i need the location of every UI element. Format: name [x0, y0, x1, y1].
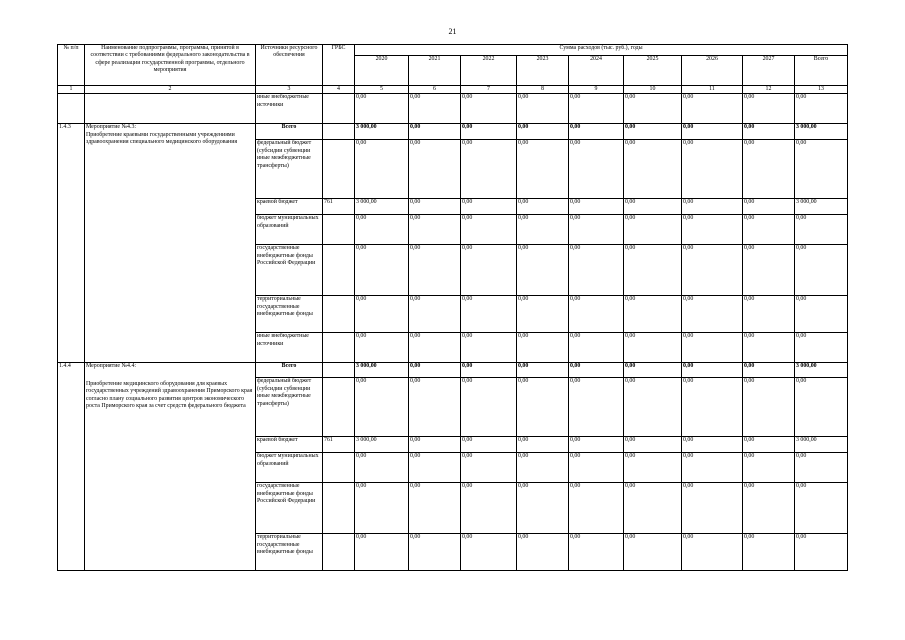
- row-source: краевой бюджет: [256, 199, 323, 215]
- value-cell: 0,00: [682, 453, 743, 483]
- table-body: [58, 45, 848, 571]
- row-source: краевой бюджет: [256, 437, 323, 453]
- header-source: Источники ресурсного обеспечения: [256, 45, 323, 86]
- value-cell: 0,00: [461, 453, 517, 483]
- header-sum: Сумма расходов (тыс. руб.), годы: [355, 45, 848, 56]
- value-cell: 0,00: [355, 483, 409, 534]
- total-value: 0,00: [517, 363, 569, 378]
- value-cell: 0,00: [743, 453, 795, 483]
- column-number: 13: [795, 86, 848, 94]
- activity-number: 1.4.3: [58, 124, 85, 363]
- page-number: 21: [448, 27, 457, 36]
- value-cell: 0,00: [517, 483, 569, 534]
- value-cell: 0,00: [355, 296, 409, 333]
- value-cell: 0,00: [355, 94, 409, 124]
- value-cell: 0,00: [569, 245, 624, 296]
- value-cell: 0,00: [624, 94, 682, 124]
- activity-name: [85, 363, 256, 571]
- value-cell: 0,00: [743, 437, 795, 453]
- budget-table: [57, 44, 848, 571]
- value-cell: 0,00: [409, 333, 461, 363]
- value-cell: 0,00: [409, 453, 461, 483]
- value-cell: 0,00: [743, 333, 795, 363]
- total-value: 3 000,00: [355, 363, 409, 378]
- value-cell: 0,00: [461, 333, 517, 363]
- value-cell: 0,00: [682, 296, 743, 333]
- value-cell: 0,00: [409, 378, 461, 437]
- row-source: бюджет муниципальных образований: [256, 453, 323, 483]
- value-cell: 0,00: [743, 215, 795, 245]
- value-cell: 0,00: [795, 453, 848, 483]
- row-grbs: [323, 453, 355, 483]
- value-cell: 0,00: [682, 378, 743, 437]
- row-grbs: [323, 94, 355, 124]
- header-name: Наименование подпрограммы, программы, принятой в соответствии с требованиями федерального законодательства в сфере реализации государственной программы, отдельного мероприятия: [85, 45, 256, 86]
- total-label: Всего: [256, 363, 323, 378]
- value-cell: 0,00: [569, 333, 624, 363]
- total-value: 0,00: [409, 363, 461, 378]
- value-cell: 0,00: [461, 534, 517, 571]
- value-cell: 0,00: [517, 215, 569, 245]
- row-grbs: 761: [323, 199, 355, 215]
- value-cell: 0,00: [682, 437, 743, 453]
- value-cell: 0,00: [461, 245, 517, 296]
- total-row: [58, 124, 848, 140]
- row-source: иные внебюджетные источники: [256, 94, 323, 124]
- value-cell: 0,00: [743, 296, 795, 333]
- column-number: 7: [461, 86, 517, 94]
- value-cell: 0,00: [517, 534, 569, 571]
- value-cell: 0,00: [569, 140, 624, 199]
- value-cell: 0,00: [409, 437, 461, 453]
- value-cell: 0,00: [569, 534, 624, 571]
- header-no: № п/п: [58, 45, 85, 86]
- table-row: [58, 94, 848, 124]
- row-grbs: [323, 215, 355, 245]
- activity-title: Мероприятие №4.3:: [86, 124, 137, 131]
- value-cell: 3 000,00: [355, 199, 409, 215]
- value-cell: 0,00: [409, 296, 461, 333]
- value-cell: 0,00: [569, 296, 624, 333]
- value-cell: 0,00: [682, 534, 743, 571]
- value-cell: 0,00: [569, 437, 624, 453]
- value-cell: 0,00: [624, 245, 682, 296]
- value-cell: 0,00: [355, 245, 409, 296]
- value-cell: 0,00: [743, 199, 795, 215]
- row-grbs: [323, 483, 355, 534]
- value-cell: 3 000,00: [795, 437, 848, 453]
- row-grbs: [323, 378, 355, 437]
- header-year: 2022: [461, 55, 517, 86]
- value-cell: 0,00: [624, 378, 682, 437]
- value-cell: 0,00: [355, 140, 409, 199]
- value-cell: 0,00: [624, 199, 682, 215]
- row-grbs: 761: [323, 437, 355, 453]
- value-cell: 0,00: [409, 140, 461, 199]
- value-cell: 0,00: [743, 534, 795, 571]
- total-value: 0,00: [569, 124, 624, 140]
- activity-number: 1.4.4: [58, 363, 85, 571]
- value-cell: 0,00: [461, 437, 517, 453]
- value-cell: 0,00: [461, 215, 517, 245]
- value-cell: 0,00: [624, 453, 682, 483]
- row-source: территориальные государственные внебюджетные фонды: [256, 296, 323, 333]
- value-cell: 0,00: [682, 199, 743, 215]
- total-grbs: [323, 124, 355, 140]
- value-cell: 0,00: [355, 453, 409, 483]
- value-cell: 0,00: [517, 140, 569, 199]
- value-cell: 0,00: [795, 140, 848, 199]
- row-grbs: [323, 534, 355, 571]
- total-value: 3 000,00: [355, 124, 409, 140]
- column-number: 10: [624, 86, 682, 94]
- value-cell: 0,00: [795, 94, 848, 124]
- row-grbs: [323, 245, 355, 296]
- value-cell: 0,00: [461, 378, 517, 437]
- total-row: [58, 363, 848, 378]
- value-cell: 0,00: [682, 94, 743, 124]
- value-cell: 0,00: [569, 453, 624, 483]
- row-grbs: [323, 140, 355, 199]
- activity-title: Мероприятие №4.4:: [86, 363, 137, 370]
- row-source: государственные внебюджетные фонды Российской Федерации: [256, 245, 323, 296]
- cont-no: [58, 94, 85, 124]
- header-year: 2025: [624, 55, 682, 86]
- value-cell: 0,00: [517, 296, 569, 333]
- activity-name: [85, 124, 256, 363]
- header-row-1: [58, 45, 848, 56]
- cont-name: [85, 94, 256, 124]
- row-source: государственные внебюджетные фонды Российской Федерации: [256, 483, 323, 534]
- row-grbs: [323, 296, 355, 333]
- value-cell: 0,00: [569, 215, 624, 245]
- total-value: 0,00: [682, 363, 743, 378]
- value-cell: 0,00: [795, 333, 848, 363]
- value-cell: 0,00: [743, 245, 795, 296]
- value-cell: 0,00: [682, 245, 743, 296]
- row-source: территориальные государственные внебюджетные фонды: [256, 534, 323, 571]
- value-cell: 0,00: [409, 94, 461, 124]
- value-cell: 0,00: [624, 437, 682, 453]
- activity-description: Приобретение краевыми государственными учреждениями здравоохранения специального медицинского оборудования: [86, 131, 238, 146]
- value-cell: 0,00: [795, 215, 848, 245]
- value-cell: 0,00: [795, 378, 848, 437]
- total-value: 3 000,00: [795, 363, 848, 378]
- value-cell: 0,00: [517, 453, 569, 483]
- value-cell: 0,00: [682, 140, 743, 199]
- value-cell: 0,00: [569, 94, 624, 124]
- total-value: 0,00: [624, 124, 682, 140]
- header-grbs: ГРБС: [323, 45, 355, 86]
- value-cell: 0,00: [409, 199, 461, 215]
- column-number: 4: [323, 86, 355, 94]
- value-cell: 0,00: [409, 245, 461, 296]
- column-number: 2: [85, 86, 256, 94]
- total-value: 0,00: [569, 363, 624, 378]
- value-cell: 3 000,00: [355, 437, 409, 453]
- total-value: 0,00: [461, 124, 517, 140]
- value-cell: 0,00: [795, 483, 848, 534]
- value-cell: 0,00: [461, 199, 517, 215]
- value-cell: 0,00: [795, 296, 848, 333]
- total-value: 0,00: [743, 363, 795, 378]
- column-number: 11: [682, 86, 743, 94]
- value-cell: 0,00: [355, 378, 409, 437]
- value-cell: 0,00: [355, 534, 409, 571]
- value-cell: 0,00: [409, 534, 461, 571]
- column-number: 5: [355, 86, 409, 94]
- value-cell: 0,00: [409, 483, 461, 534]
- value-cell: 0,00: [682, 215, 743, 245]
- value-cell: 0,00: [461, 296, 517, 333]
- header-year: 2027: [743, 55, 795, 86]
- header-year: 2021: [409, 55, 461, 86]
- value-cell: 0,00: [461, 94, 517, 124]
- header-year: 2026: [682, 55, 743, 86]
- header-year: 2020: [355, 55, 409, 86]
- column-number: 9: [569, 86, 624, 94]
- column-number: 6: [409, 86, 461, 94]
- total-value: 0,00: [461, 363, 517, 378]
- column-number: 8: [517, 86, 569, 94]
- total-value: 0,00: [409, 124, 461, 140]
- value-cell: 0,00: [795, 245, 848, 296]
- value-cell: 0,00: [355, 215, 409, 245]
- value-cell: 0,00: [743, 94, 795, 124]
- value-cell: 0,00: [461, 140, 517, 199]
- header-year: 2024: [569, 55, 624, 86]
- total-value: 0,00: [624, 363, 682, 378]
- value-cell: 0,00: [624, 140, 682, 199]
- value-cell: 0,00: [624, 296, 682, 333]
- value-cell: 0,00: [624, 333, 682, 363]
- value-cell: 0,00: [517, 437, 569, 453]
- value-cell: 0,00: [517, 333, 569, 363]
- value-cell: 0,00: [624, 483, 682, 534]
- value-cell: 0,00: [743, 483, 795, 534]
- value-cell: 0,00: [682, 483, 743, 534]
- value-cell: 3 000,00: [795, 199, 848, 215]
- column-number: 3: [256, 86, 323, 94]
- total-value: 0,00: [743, 124, 795, 140]
- row-source: иные внебюджетные источники: [256, 333, 323, 363]
- total-grbs: [323, 363, 355, 378]
- total-value: 0,00: [682, 124, 743, 140]
- value-cell: 0,00: [624, 215, 682, 245]
- row-source: федеральный бюджет (субсидии субвенции иные межбюджетные трансферты): [256, 140, 323, 199]
- total-value: 3 000,00: [795, 124, 848, 140]
- row-source: бюджет муниципальных образований: [256, 215, 323, 245]
- value-cell: 0,00: [682, 333, 743, 363]
- row-source: федеральный бюджет (субсидии субвенции иные межбюджетные трансферты): [256, 378, 323, 437]
- value-cell: 0,00: [624, 534, 682, 571]
- value-cell: 0,00: [517, 199, 569, 215]
- total-value: 0,00: [517, 124, 569, 140]
- value-cell: 0,00: [517, 94, 569, 124]
- value-cell: 0,00: [743, 140, 795, 199]
- value-cell: 0,00: [569, 199, 624, 215]
- row-grbs: [323, 333, 355, 363]
- header-numbers-row: [58, 86, 848, 94]
- column-number: 12: [743, 86, 795, 94]
- value-cell: 0,00: [517, 378, 569, 437]
- value-cell: 0,00: [517, 245, 569, 296]
- column-number: 1: [58, 86, 85, 94]
- activity-description: Приобретение медицинского оборудования для краевых государственных учреждений здравоохранения Приморского края согласно плану социального развития центров экономического роста Приморского края за счет средств федерального бюджета: [86, 380, 253, 410]
- value-cell: 0,00: [569, 378, 624, 437]
- value-cell: 0,00: [355, 333, 409, 363]
- value-cell: 0,00: [795, 534, 848, 571]
- value-cell: 0,00: [569, 483, 624, 534]
- header-year: Всего: [795, 55, 848, 86]
- total-label: Всего: [256, 124, 323, 140]
- value-cell: 0,00: [409, 215, 461, 245]
- value-cell: 0,00: [461, 483, 517, 534]
- header-year: 2023: [517, 55, 569, 86]
- value-cell: 0,00: [743, 378, 795, 437]
